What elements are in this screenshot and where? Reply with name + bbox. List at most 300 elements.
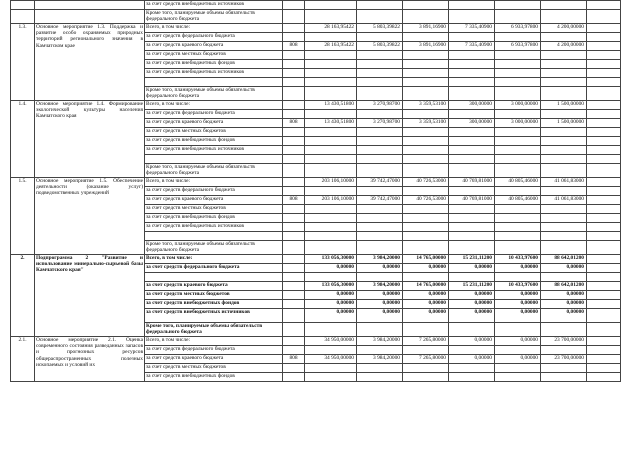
amount-cell [541,364,587,373]
funding-source-cell: Всего, в том числе: [145,255,283,264]
amount-cell [495,346,541,355]
amount-cell [449,187,495,196]
table-row [11,337,621,346]
amount-cell: 39 742,47000 [357,178,403,187]
amount-cell [541,223,587,232]
funding-source-cell: Кроме того, планируемые объемы обязательств федерального бюджета [145,323,283,337]
item-name-cell: Основное мероприятие 1.5. Обеспечение деятельности (оказание услуг) подведомственных учреждений [35,178,145,255]
amount-cell [305,205,357,214]
amount-cell [495,323,541,337]
amount-cell: 0,00000 [403,309,449,323]
budget-code-cell: 808 [283,355,305,364]
notes-cell [587,205,621,214]
budget-code-cell [283,241,305,255]
amount-cell [357,364,403,373]
funding-source-cell: за счет средств внебюджетных фондов [145,373,283,382]
budget-code-cell [283,273,305,282]
funding-source-cell [145,78,283,87]
amount-cell [541,146,587,155]
amount-cell [357,241,403,255]
amount-cell: 1 500,00000 [541,119,587,128]
notes-cell [587,291,621,300]
budget-code-cell [283,1,305,10]
amount-cell: 6 933,97800 [495,42,541,51]
budget-code-cell [283,164,305,178]
amount-cell [403,164,449,178]
amount-cell [495,146,541,155]
amount-cell [403,33,449,42]
funding-source-cell: Всего, в том числе: [145,101,283,110]
amount-cell [495,128,541,137]
notes-cell [587,309,621,323]
amount-cell [305,232,357,241]
amount-cell: 41 061,83000 [541,196,587,205]
notes-cell [587,214,621,223]
table-row [11,1,621,10]
amount-cell [495,205,541,214]
amount-cell [449,146,495,155]
budget-code-cell [283,232,305,241]
amount-cell [449,60,495,69]
amount-cell [403,60,449,69]
budget-code-cell [283,373,305,382]
amount-cell: 0,00000 [357,300,403,309]
notes-cell [587,196,621,205]
amount-cell [449,128,495,137]
amount-cell: 39 742,47000 [357,196,403,205]
funding-source-cell: Кроме того, планируемые объемы обязательств федерального бюджета [145,164,283,178]
amount-cell: 34 950,00000 [305,355,357,364]
amount-cell: 3 359,53100 [403,101,449,110]
amount-cell [495,51,541,60]
amount-cell: 15 231,11200 [449,282,495,291]
amount-cell: 300,00000 [449,119,495,128]
funding-source-cell: за счет средств федерального бюджета [145,110,283,119]
amount-cell: 28 163,95422 [305,24,357,33]
amount-cell [449,110,495,119]
amount-cell: 0,00000 [495,264,541,273]
amount-cell [541,137,587,146]
amount-cell: 7 265,80000 [403,355,449,364]
amount-cell [357,110,403,119]
amount-cell [449,155,495,164]
table-row [11,255,621,264]
amount-cell [305,51,357,60]
budget-code-cell [283,33,305,42]
funding-source-cell: за счет средств федерального бюджета [145,264,283,273]
notes-cell [587,87,621,101]
amount-cell [305,87,357,101]
amount-cell [403,205,449,214]
amount-cell: 3 984,20000 [357,355,403,364]
amount-cell [541,273,587,282]
amount-cell [403,223,449,232]
amount-cell: 133 056,30000 [305,255,357,264]
amount-cell: 5 803,39822 [357,42,403,51]
amount-cell [541,323,587,337]
amount-cell [305,1,357,10]
item-name-cell [35,1,145,10]
amount-cell [403,364,449,373]
budget-code-cell [283,337,305,346]
item-number-cell: 1.4. [11,101,35,178]
amount-cell: 0,00000 [495,300,541,309]
amount-cell [357,214,403,223]
amount-cell: 3 984,20000 [357,255,403,264]
amount-cell: 7 335,40900 [449,42,495,51]
notes-cell [587,69,621,78]
amount-cell: 1 500,00000 [541,101,587,110]
amount-cell [403,87,449,101]
notes-cell [587,364,621,373]
amount-cell: 88 642,01200 [541,255,587,264]
notes-cell [587,10,621,24]
amount-cell [541,187,587,196]
notes-cell [587,24,621,33]
amount-cell: 4 200,00000 [541,42,587,51]
amount-cell [403,10,449,24]
amount-cell: 0,00000 [403,300,449,309]
budget-code-cell [283,255,305,264]
amount-cell: 13 430,51800 [305,119,357,128]
amount-cell: 5 803,39822 [357,24,403,33]
amount-cell [305,33,357,42]
amount-cell: 0,00000 [541,264,587,273]
amount-cell: 3 359,53100 [403,119,449,128]
item-number-cell: 1.5. [11,178,35,255]
budget-code-cell [283,69,305,78]
amount-cell [541,69,587,78]
amount-cell [357,33,403,42]
notes-cell [587,255,621,264]
item-number-cell [11,1,35,10]
amount-cell [541,60,587,69]
amount-cell: 7 335,40900 [449,24,495,33]
amount-cell: 0,00000 [449,355,495,364]
amount-cell [305,164,357,178]
amount-cell [403,155,449,164]
amount-cell [305,273,357,282]
amount-cell [403,69,449,78]
amount-cell [305,155,357,164]
amount-cell: 6 933,97800 [495,24,541,33]
table-row [11,178,621,187]
notes-cell [587,60,621,69]
amount-cell [403,346,449,355]
amount-cell [449,364,495,373]
amount-cell [357,128,403,137]
amount-cell [541,346,587,355]
notes-cell [587,146,621,155]
amount-cell [357,146,403,155]
budget-code-cell [283,128,305,137]
amount-cell [541,128,587,137]
amount-cell [541,110,587,119]
amount-cell [495,241,541,255]
amount-cell [449,214,495,223]
amount-cell [449,1,495,10]
amount-cell: 41 061,83000 [541,178,587,187]
funding-source-cell: за счет средств краевого бюджета [145,119,283,128]
funding-source-cell: Всего, в том числе: [145,337,283,346]
amount-cell [305,110,357,119]
amount-cell [495,273,541,282]
amount-cell: 3 984,20000 [357,282,403,291]
amount-cell: 23 700,00000 [541,355,587,364]
notes-cell [587,346,621,355]
amount-cell: 3 000,00000 [495,101,541,110]
budget-code-cell [283,60,305,69]
amount-cell: 13 430,51800 [305,101,357,110]
amount-cell [357,164,403,178]
amount-cell: 3 270,98700 [357,119,403,128]
amount-cell [541,155,587,164]
budget-code-cell [283,223,305,232]
funding-source-cell: за счет средств местных бюджетов [145,291,283,300]
amount-cell [541,51,587,60]
amount-cell: 3 984,20000 [357,337,403,346]
amount-cell: 40 805,46000 [495,178,541,187]
amount-cell [541,78,587,87]
amount-cell: 0,00000 [495,291,541,300]
amount-cell [357,273,403,282]
table-row [11,24,621,33]
amount-cell [449,87,495,101]
amount-cell [541,33,587,42]
amount-cell [495,164,541,178]
amount-cell [495,110,541,119]
budget-code-cell [283,205,305,214]
notes-cell [587,355,621,364]
notes-cell [587,164,621,178]
notes-cell [587,33,621,42]
amount-cell: 34 950,00000 [305,337,357,346]
amount-cell [357,187,403,196]
item-name-cell: Основное мероприятие 1.4. Формирование экологической культуры населения Камчатского края [35,101,145,178]
budget-code-cell [283,291,305,300]
item-number-cell: 2.1. [11,337,35,382]
amount-cell [541,10,587,24]
amount-cell [449,137,495,146]
budget-table [10,0,621,382]
amount-cell [357,78,403,87]
amount-cell [357,155,403,164]
amount-cell [357,323,403,337]
amount-cell: 300,00000 [449,101,495,110]
amount-cell [495,78,541,87]
amount-cell [541,87,587,101]
amount-cell: 0,00000 [305,291,357,300]
funding-source-cell: за счет средств внебюджетных фондов [145,60,283,69]
budget-code-cell: 808 [283,196,305,205]
amount-cell: 0,00000 [357,291,403,300]
amount-cell [403,323,449,337]
amount-cell: 10 433,97600 [495,255,541,264]
amount-cell: 0,00000 [449,291,495,300]
funding-source-cell [145,155,283,164]
funding-source-cell: Кроме того, планируемые объемы обязательств федерального бюджета [145,241,283,255]
amount-cell [449,69,495,78]
budget-code-cell [283,155,305,164]
amount-cell [403,51,449,60]
amount-cell [495,69,541,78]
funding-source-cell: за счет средств местных бюджетов [145,205,283,214]
item-number-cell: 2. [11,255,35,337]
amount-cell: 0,00000 [357,309,403,323]
funding-source-cell: за счет средств местных бюджетов [145,128,283,137]
funding-source-cell: Кроме того, планируемые объемы обязательств федерального бюджета [145,87,283,101]
amount-cell [403,146,449,155]
amount-cell [305,373,357,382]
funding-source-cell: за счет средств федерального бюджета [145,33,283,42]
funding-source-cell: за счет средств федерального бюджета [145,346,283,355]
amount-cell: 133 056,30000 [305,282,357,291]
amount-cell [541,373,587,382]
item-name-cell [35,10,145,24]
funding-source-cell: за счет средств краевого бюджета [145,355,283,364]
amount-cell [495,60,541,69]
amount-cell [403,232,449,241]
notes-cell [587,155,621,164]
amount-cell [305,223,357,232]
amount-cell [449,33,495,42]
funding-source-cell: за счет средств местных бюджетов [145,364,283,373]
funding-source-cell: за счет средств внебюджетных фондов [145,214,283,223]
amount-cell [305,60,357,69]
budget-code-cell [283,346,305,355]
notes-cell [587,273,621,282]
amount-cell: 28 163,95422 [305,42,357,51]
amount-cell [495,214,541,223]
amount-cell [403,110,449,119]
amount-cell [357,51,403,60]
amount-cell [357,232,403,241]
amount-cell: 0,00000 [357,264,403,273]
amount-cell [449,241,495,255]
amount-cell [403,1,449,10]
amount-cell [541,205,587,214]
funding-source-cell [145,232,283,241]
funding-source-cell: Всего, в том числе: [145,178,283,187]
amount-cell [305,137,357,146]
amount-cell [305,187,357,196]
notes-cell [587,323,621,337]
funding-source-cell: за счет средств краевого бюджета [145,282,283,291]
amount-cell [541,1,587,10]
amount-cell [495,1,541,10]
budget-code-cell [283,10,305,24]
notes-cell [587,1,621,10]
amount-cell: 0,00000 [449,300,495,309]
amount-cell: 0,00000 [449,309,495,323]
notes-cell [587,282,621,291]
amount-cell [403,241,449,255]
amount-cell [305,241,357,255]
amount-cell [357,223,403,232]
budget-code-cell [283,178,305,187]
item-number-cell: 1.3. [11,24,35,101]
amount-cell [403,187,449,196]
amount-cell: 203 106,10000 [305,196,357,205]
amount-cell: 0,00000 [541,309,587,323]
table-row [11,10,621,24]
amount-cell: 3 000,00000 [495,119,541,128]
amount-cell: 40 726,53000 [403,196,449,205]
amount-cell [357,10,403,24]
amount-cell [449,232,495,241]
amount-cell [305,146,357,155]
amount-cell [495,223,541,232]
budget-code-cell [283,282,305,291]
amount-cell [305,78,357,87]
funding-source-cell: за счет средств внебюджетных источников [145,1,283,10]
notes-cell [587,241,621,255]
budget-code-cell: 808 [283,42,305,51]
amount-cell: 14 765,00000 [403,282,449,291]
budget-code-cell [283,146,305,155]
amount-cell: 15 231,11200 [449,255,495,264]
amount-cell [357,373,403,382]
amount-cell: 203 106,10000 [305,178,357,187]
amount-cell [541,241,587,255]
amount-cell [449,51,495,60]
amount-cell [495,232,541,241]
amount-cell [449,205,495,214]
amount-cell [305,346,357,355]
amount-cell: 0,00000 [495,309,541,323]
amount-cell [403,273,449,282]
notes-cell [587,128,621,137]
amount-cell [449,164,495,178]
budget-code-cell [283,187,305,196]
item-name-cell: Основное мероприятие 1.3. Поддержка и развитие особо охраняемых природных территорий регионального значения в Камчатском крае [35,24,145,101]
budget-code-cell [283,78,305,87]
amount-cell [357,137,403,146]
amount-cell [495,373,541,382]
notes-cell [587,137,621,146]
amount-cell [541,164,587,178]
notes-cell [587,300,621,309]
amount-cell [403,214,449,223]
amount-cell [403,137,449,146]
notes-cell [587,42,621,51]
notes-cell [587,78,621,87]
notes-cell [587,110,621,119]
amount-cell [357,60,403,69]
funding-source-cell: за счет средств краевого бюджета [145,196,283,205]
notes-cell [587,178,621,187]
amount-cell [541,232,587,241]
amount-cell: 40 726,53000 [403,178,449,187]
amount-cell [357,69,403,78]
notes-cell [587,232,621,241]
amount-cell [305,323,357,337]
amount-cell [305,69,357,78]
amount-cell: 0,00000 [449,264,495,273]
budget-code-cell [283,110,305,119]
amount-cell [449,10,495,24]
amount-cell: 0,00000 [449,337,495,346]
amount-cell: 0,00000 [541,291,587,300]
funding-source-cell: Всего, в том числе: [145,24,283,33]
notes-cell [587,337,621,346]
funding-source-cell: за счет средств краевого бюджета [145,42,283,51]
budget-code-cell [283,137,305,146]
funding-source-cell [145,273,283,282]
amount-cell: 40 769,81000 [449,196,495,205]
funding-source-cell: Кроме того, планируемые объемы обязательств федерального бюджета [145,10,283,24]
amount-cell [305,364,357,373]
